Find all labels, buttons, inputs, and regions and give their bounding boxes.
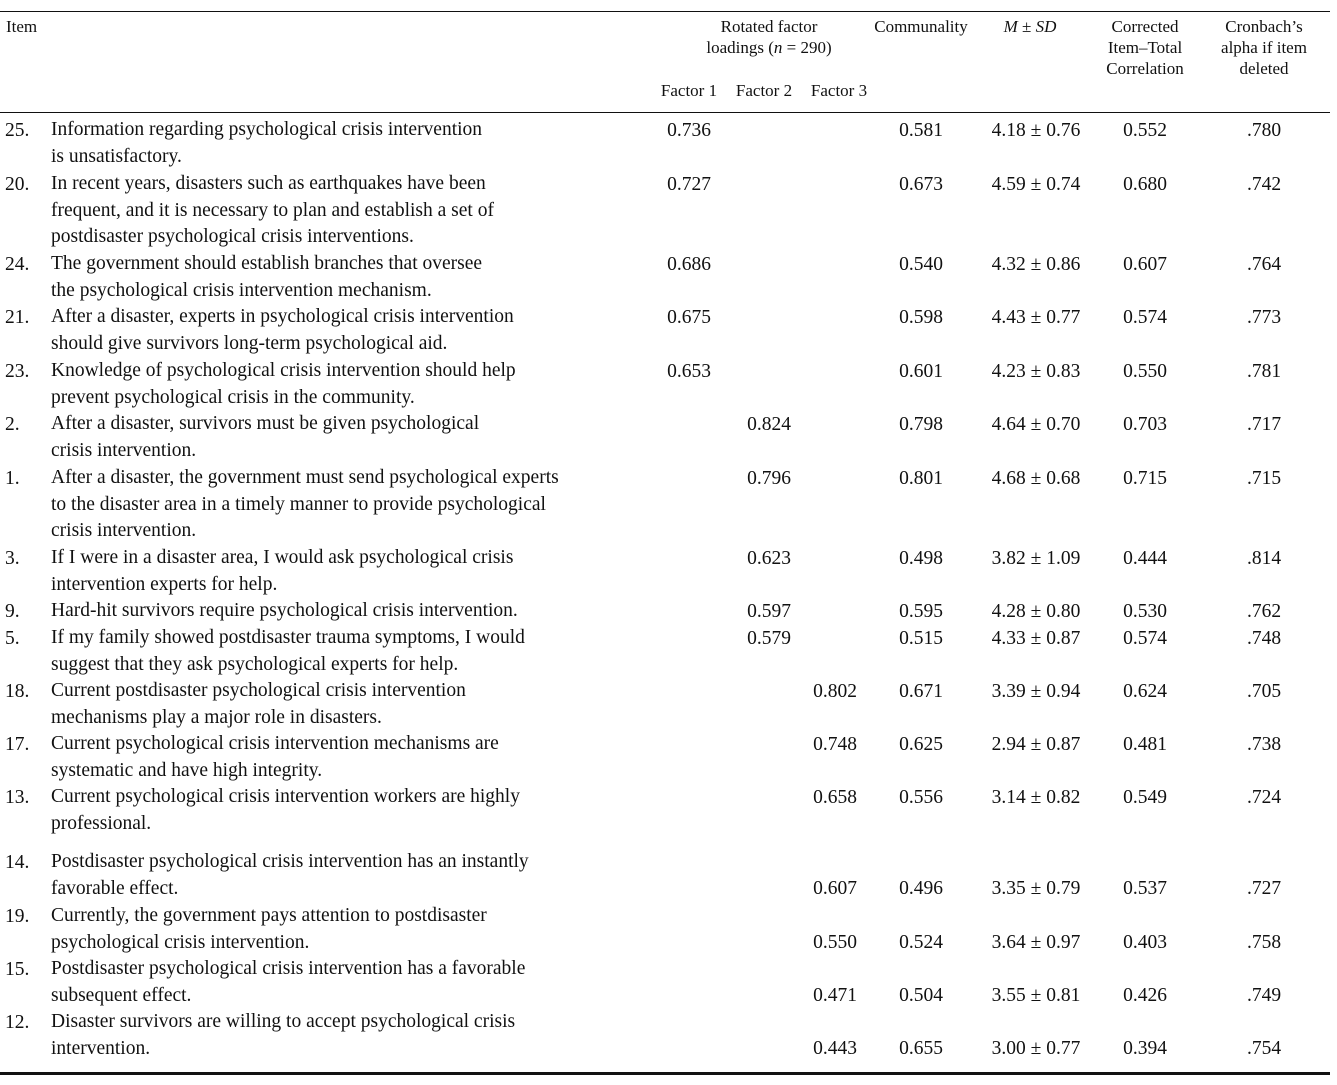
cell-comm: 0.798 xyxy=(899,414,943,435)
cell-corr: 0.537 xyxy=(1123,878,1167,899)
cell-f3: 0.443 xyxy=(813,1038,857,1059)
bottom-rule xyxy=(0,1072,1330,1075)
cell-corr: 0.552 xyxy=(1123,120,1167,141)
item-number: 2. xyxy=(5,414,20,435)
header-alpha-line3: deleted xyxy=(1239,59,1289,78)
cell-comm: 0.598 xyxy=(899,307,943,328)
cell-comm: 0.496 xyxy=(899,878,943,899)
header-rotated-n: n xyxy=(773,38,783,57)
header-msd-pm: ± xyxy=(1017,17,1036,36)
cell-msd: 4.18 ± 0.76 xyxy=(991,120,1081,141)
item-text-line: Current postdisaster psychological crisis intervention xyxy=(51,680,466,701)
cell-comm: 0.601 xyxy=(899,361,943,382)
cell-f3: 0.607 xyxy=(813,878,857,899)
header-alpha-line2: alpha if item xyxy=(1221,38,1307,57)
item-text-line: Postdisaster psychological crisis intervention has a favorable xyxy=(51,958,526,979)
cell-comm: 0.673 xyxy=(899,174,943,195)
item-text-line: Current psychological crisis intervention workers are highly xyxy=(51,786,520,807)
item-text-line: professional. xyxy=(51,812,152,834)
cell-comm: 0.595 xyxy=(899,601,943,622)
header-alpha-line1: Cronbach’s xyxy=(1225,17,1303,36)
header-rotated-post: = 290) xyxy=(782,38,832,57)
cell-f2: 0.597 xyxy=(747,601,791,622)
cell-comm: 0.540 xyxy=(899,254,943,275)
item-number: 18. xyxy=(5,681,30,702)
cell-alpha: .764 xyxy=(1246,254,1282,275)
header-msd-m: M xyxy=(1003,17,1018,36)
item-text-line: After a disaster, survivors must be given psychological xyxy=(51,413,480,434)
item-number: 17. xyxy=(5,734,30,755)
cell-msd: 3.82 ± 1.09 xyxy=(991,548,1081,569)
cell-f1: 0.686 xyxy=(667,254,711,275)
cell-msd: 4.23 ± 0.83 xyxy=(991,361,1081,382)
cell-alpha: .738 xyxy=(1246,734,1282,755)
item-text-line: In recent years, disasters such as earthquakes have been xyxy=(51,173,486,194)
cell-corr: 0.680 xyxy=(1123,174,1167,195)
header-communality: Communality xyxy=(874,17,968,36)
cell-msd: 4.33 ± 0.87 xyxy=(991,628,1081,649)
top-rule xyxy=(0,11,1330,12)
cell-msd: 4.43 ± 0.77 xyxy=(991,307,1081,328)
item-text-line: to the disaster area in a timely manner to provide psychological xyxy=(51,493,546,515)
item-number: 24. xyxy=(5,254,30,275)
cell-alpha: .705 xyxy=(1246,681,1282,702)
item-text-line: systematic and have high integrity. xyxy=(51,759,323,781)
item-text-line: If my family showed postdisaster trauma symptoms, I would xyxy=(51,627,525,648)
cell-corr: 0.426 xyxy=(1123,985,1167,1006)
item-text-line: Knowledge of psychological crisis intervention should help xyxy=(51,360,516,381)
item-number: 20. xyxy=(5,174,30,195)
cell-alpha: .780 xyxy=(1246,120,1282,141)
item-text-line: postdisaster psychological crisis interventions. xyxy=(51,226,414,248)
cell-corr: 0.549 xyxy=(1123,787,1167,808)
item-text-line: crisis intervention. xyxy=(51,439,197,461)
cell-corr: 0.574 xyxy=(1123,307,1167,328)
header-rotated-line1: Rotated factor xyxy=(720,17,818,36)
item-number: 14. xyxy=(5,852,30,873)
item-text-line: mechanisms play a major role in disasters. xyxy=(51,706,382,728)
item-text-line: Postdisaster psychological crisis intervention has an instantly xyxy=(51,851,529,872)
cell-msd: 3.35 ± 0.79 xyxy=(991,878,1081,899)
cell-alpha: .814 xyxy=(1246,548,1282,569)
header-factor3: Factor 3 xyxy=(810,81,868,100)
item-text-line: favorable effect. xyxy=(51,877,179,899)
item-number: 23. xyxy=(5,361,30,382)
cell-corr: 0.403 xyxy=(1123,932,1167,953)
item-text-line: Information regarding psychological crisis intervention xyxy=(51,119,483,140)
item-text-line: is unsatisfactory. xyxy=(51,145,182,167)
cell-msd: 4.32 ± 0.86 xyxy=(991,254,1081,275)
cell-alpha: .781 xyxy=(1246,361,1282,382)
cell-corr: 0.481 xyxy=(1123,734,1167,755)
cell-alpha: .717 xyxy=(1246,414,1282,435)
cell-corr: 0.530 xyxy=(1123,601,1167,622)
cell-f1: 0.675 xyxy=(667,307,711,328)
item-text-line: psychological crisis intervention. xyxy=(51,931,310,953)
item-text-line: should give survivors long-term psychological aid. xyxy=(51,332,448,354)
cell-f3: 0.802 xyxy=(813,681,857,702)
cell-comm: 0.556 xyxy=(899,787,943,808)
item-text-line: After a disaster, experts in psychological crisis intervention xyxy=(51,306,514,327)
cell-msd: 4.28 ± 0.80 xyxy=(991,601,1081,622)
cell-corr: 0.624 xyxy=(1123,681,1167,702)
cell-alpha: .754 xyxy=(1246,1038,1282,1059)
item-text-line: The government should establish branches that oversee xyxy=(51,253,483,274)
item-text-line: crisis intervention. xyxy=(51,520,197,542)
item-text-line: Current psychological crisis intervention mechanisms are xyxy=(51,733,499,754)
cell-comm: 0.801 xyxy=(899,468,943,489)
cell-f3: 0.471 xyxy=(813,985,857,1006)
item-text-line: Disaster survivors are willing to accept psychological crisis xyxy=(51,1011,516,1032)
cell-comm: 0.515 xyxy=(899,628,943,649)
cell-msd: 3.00 ± 0.77 xyxy=(991,1038,1081,1059)
item-text-line: intervention. xyxy=(51,1037,151,1059)
cell-f3: 0.748 xyxy=(813,734,857,755)
item-number: 13. xyxy=(5,787,30,808)
cell-msd: 4.59 ± 0.74 xyxy=(991,174,1081,195)
cell-comm: 0.524 xyxy=(899,932,943,953)
cell-comm: 0.581 xyxy=(899,120,943,141)
cell-f3: 0.658 xyxy=(813,787,857,808)
cell-comm: 0.671 xyxy=(899,681,943,702)
header-rule xyxy=(0,112,1330,113)
cell-comm: 0.504 xyxy=(899,985,943,1006)
item-number: 5. xyxy=(5,628,20,649)
header-factor2: Factor 2 xyxy=(735,81,793,100)
item-text-line: suggest that they ask psychological experts for help. xyxy=(51,653,459,675)
item-number: 25. xyxy=(5,120,30,141)
cell-corr: 0.444 xyxy=(1123,548,1167,569)
cell-alpha: .773 xyxy=(1246,307,1282,328)
cell-msd: 3.14 ± 0.82 xyxy=(991,787,1081,808)
item-text-line: Hard-hit survivors require psychological crisis intervention. xyxy=(51,600,518,621)
cell-f1: 0.653 xyxy=(667,361,711,382)
header-item: Item xyxy=(6,17,38,36)
cell-alpha: .715 xyxy=(1246,468,1282,489)
cell-alpha: .742 xyxy=(1246,174,1282,195)
item-text-line: intervention experts for help. xyxy=(51,573,278,595)
cell-f2: 0.796 xyxy=(747,468,791,489)
cell-corr: 0.574 xyxy=(1123,628,1167,649)
cell-f2: 0.824 xyxy=(747,414,791,435)
item-number: 19. xyxy=(5,906,30,927)
header-factor1: Factor 1 xyxy=(660,81,718,100)
item-number: 3. xyxy=(5,548,20,569)
item-text-line: After a disaster, the government must send psychological experts xyxy=(51,467,559,488)
cell-msd: 3.55 ± 0.81 xyxy=(991,985,1081,1006)
cell-msd: 3.39 ± 0.94 xyxy=(991,681,1081,702)
cell-f2: 0.623 xyxy=(747,548,791,569)
item-text-line: the psychological crisis intervention mechanism. xyxy=(51,279,432,301)
cell-comm: 0.498 xyxy=(899,548,943,569)
cell-corr: 0.703 xyxy=(1123,414,1167,435)
item-number: 1. xyxy=(5,468,20,489)
header-rotated-pre: loadings ( xyxy=(706,38,774,57)
cell-f2: 0.579 xyxy=(747,628,791,649)
header-corrected-line1: Corrected xyxy=(1111,17,1179,36)
item-number: 15. xyxy=(5,959,30,980)
item-text-line: prevent psychological crisis in the community. xyxy=(51,386,415,408)
cell-alpha: .749 xyxy=(1246,985,1282,1006)
item-text-line: Currently, the government pays attention to postdisaster xyxy=(51,905,487,926)
item-text-line: subsequent effect. xyxy=(51,984,192,1006)
cell-msd: 2.94 ± 0.87 xyxy=(991,734,1081,755)
item-text-line: frequent, and it is necessary to plan and establish a set of xyxy=(51,199,494,221)
cell-alpha: .758 xyxy=(1246,932,1282,953)
cell-f3: 0.550 xyxy=(813,932,857,953)
cell-corr: 0.394 xyxy=(1123,1038,1167,1059)
item-number: 12. xyxy=(5,1012,30,1033)
cell-msd: 4.64 ± 0.70 xyxy=(991,414,1081,435)
item-number: 9. xyxy=(5,601,20,622)
header-msd xyxy=(1004,16,1057,37)
cell-alpha: .727 xyxy=(1246,878,1282,899)
cell-msd: 3.64 ± 0.97 xyxy=(991,932,1081,953)
header-corrected-line2: Item–Total xyxy=(1107,38,1183,57)
cell-corr: 0.550 xyxy=(1123,361,1167,382)
cell-alpha: .748 xyxy=(1246,628,1282,649)
header-msd-sd: SD xyxy=(1035,17,1057,36)
cell-alpha: .724 xyxy=(1246,787,1282,808)
cell-msd: 4.68 ± 0.68 xyxy=(991,468,1081,489)
cell-corr: 0.607 xyxy=(1123,254,1167,275)
cell-comm: 0.625 xyxy=(899,734,943,755)
cell-corr: 0.715 xyxy=(1123,468,1167,489)
cell-f1: 0.736 xyxy=(667,120,711,141)
cell-f1: 0.727 xyxy=(667,174,711,195)
header-rotated-line2 xyxy=(706,37,831,58)
item-number: 21. xyxy=(5,307,30,328)
item-text-line: If I were in a disaster area, I would ask psychological crisis xyxy=(51,547,514,568)
cell-alpha: .762 xyxy=(1246,601,1282,622)
header-corrected-line3: Correlation xyxy=(1106,59,1184,78)
cell-comm: 0.655 xyxy=(899,1038,943,1059)
